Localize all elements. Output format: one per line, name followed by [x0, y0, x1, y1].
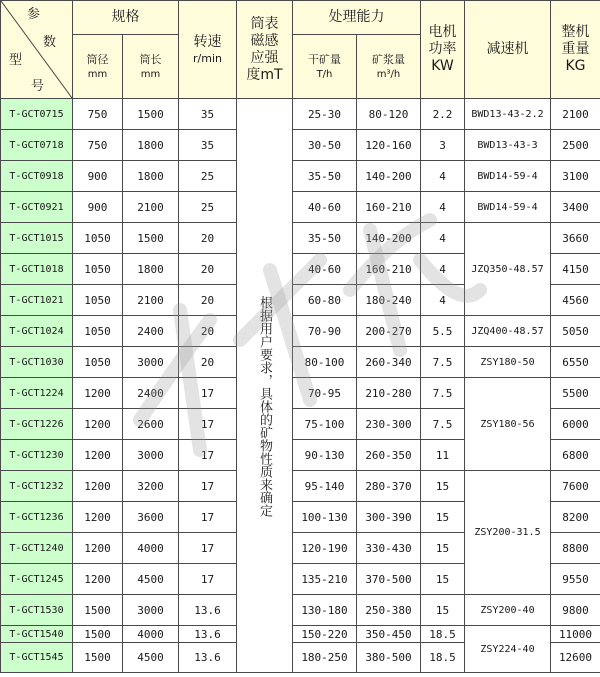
field-label-2: 磁感: [250, 32, 279, 49]
speed-cell: 20: [179, 223, 237, 254]
power-cell: 5.5: [421, 316, 465, 347]
model-cell: T-GCT1226: [1, 409, 73, 440]
length-cell: 1500: [123, 223, 179, 254]
table-row: [1, 192, 600, 223]
power-cell: 15: [421, 564, 465, 595]
model-cell: T-GCT1530: [1, 595, 73, 626]
dry-ore-cell: 30-50: [293, 130, 357, 161]
corner-label-mid: 数: [43, 35, 57, 50]
weight-cell: 3100: [551, 161, 600, 192]
length-cell: 2100: [123, 285, 179, 316]
length-cell: 4500: [123, 643, 179, 673]
dry-ore-cell: 60-80: [293, 285, 357, 316]
speed-cell: 17: [179, 440, 237, 471]
power-cell: 4: [421, 192, 465, 223]
field-strength-header: [237, 1, 293, 99]
diameter-cell: 1050: [73, 347, 123, 378]
dry-ore-cell: 135-210: [293, 564, 357, 595]
slurry-cell: 230-300: [357, 409, 421, 440]
length-cell: 2600: [123, 409, 179, 440]
diameter-cell: 1200: [73, 378, 123, 409]
length-cell: 4000: [123, 626, 179, 643]
dry-ore-cell: 40-60: [293, 254, 357, 285]
speed-cell: 35: [179, 130, 237, 161]
speed-cell: 20: [179, 285, 237, 316]
diameter-cell: 1200: [73, 440, 123, 471]
diameter-cell: 1050: [73, 223, 123, 254]
length-cell: 1800: [123, 130, 179, 161]
weight-cell: 9800: [551, 595, 600, 626]
power-cell: 2.2: [421, 99, 465, 130]
power-cell: 7.5: [421, 347, 465, 378]
reducer-cell: ZSY224-40: [465, 626, 551, 673]
slurry-cell: 330-430: [357, 533, 421, 564]
reducer-cell: JZQ400-48.57: [465, 316, 551, 347]
power-cell: 18.5: [421, 626, 465, 643]
slurry-cell: 280-370: [357, 471, 421, 502]
dry-ore-cell: 150-220: [293, 626, 357, 643]
length-cell: 3600: [123, 502, 179, 533]
speed-cell: 13.6: [179, 626, 237, 643]
speed-cell: 25: [179, 192, 237, 223]
model-cell: T-GCT1545: [1, 643, 73, 673]
table-row: [1, 99, 600, 130]
length-unit: mm: [140, 68, 161, 80]
dry-ore-cell: 120-190: [293, 533, 357, 564]
model-cell: T-GCT1245: [1, 564, 73, 595]
motor-label-3: KW: [431, 58, 454, 74]
speed-header: [179, 1, 237, 99]
corner-label-top: 参: [27, 7, 41, 22]
speed-cell: 17: [179, 378, 237, 409]
length-cell: 2400: [123, 378, 179, 409]
model-cell: T-GCT1030: [1, 347, 73, 378]
slurry-cell: 160-210: [357, 192, 421, 223]
table-row: [1, 130, 600, 161]
diameter-cell: 1050: [73, 285, 123, 316]
model-cell: T-GCT1236: [1, 502, 73, 533]
weight-cell: 2500: [551, 130, 600, 161]
model-cell: T-GCT0918: [1, 161, 73, 192]
corner-label-left: 型: [9, 53, 23, 68]
speed-cell: 25: [179, 161, 237, 192]
slurry-cell: 120-160: [357, 130, 421, 161]
speed-cell: 20: [179, 316, 237, 347]
motor-power-header: [421, 1, 465, 99]
slurry-cell: 250-380: [357, 595, 421, 626]
model-cell: T-GCT1230: [1, 440, 73, 471]
weight-cell: 7600: [551, 471, 600, 502]
slurry-cell: 300-390: [357, 502, 421, 533]
reducer-cell: BWD14-59-4: [465, 161, 551, 192]
table-row: [1, 316, 600, 347]
speed-cell: 17: [179, 533, 237, 564]
field-label-3: 应强: [250, 49, 279, 66]
reducer-cell: BWD13-43-3: [465, 130, 551, 161]
slurry-cell: 160-210: [357, 254, 421, 285]
weight-label-3: KG: [565, 58, 586, 74]
reducer-header: 减速机: [465, 1, 551, 99]
table-row: [1, 595, 600, 626]
field-label-4: 度mT: [246, 66, 283, 83]
diameter-header: [73, 35, 123, 99]
motor-label-1: 电机: [428, 24, 457, 40]
table-row: [1, 471, 600, 502]
diameter-cell: 1200: [73, 502, 123, 533]
dry-ore-cell: 180-250: [293, 643, 357, 673]
dry-ore-cell: 25-30: [293, 99, 357, 130]
slurry-cell: 140-200: [357, 161, 421, 192]
length-cell: 1500: [123, 99, 179, 130]
weight-cell: 8200: [551, 502, 600, 533]
diameter-cell: 1500: [73, 643, 123, 673]
length-cell: 3200: [123, 471, 179, 502]
model-cell: T-GCT1240: [1, 533, 73, 564]
length-cell: 1800: [123, 254, 179, 285]
field-note-text: 根据用户要求，具体的矿物性质来确定: [257, 296, 272, 517]
power-cell: 15: [421, 533, 465, 564]
slurry-header: [357, 35, 421, 99]
table-row: [1, 161, 600, 192]
diameter-cell: 1200: [73, 471, 123, 502]
dry-ore-cell: 90-130: [293, 440, 357, 471]
field-strength-note: [237, 99, 293, 673]
length-label: 筒长: [139, 52, 162, 66]
slurry-cell: 370-500: [357, 564, 421, 595]
speed-cell: 20: [179, 254, 237, 285]
length-cell: 4500: [123, 564, 179, 595]
diameter-cell: 750: [73, 130, 123, 161]
motor-label-2: 功率: [428, 41, 457, 57]
speed-cell: 17: [179, 409, 237, 440]
diameter-cell: 1050: [73, 316, 123, 347]
spec-group-header: 规格: [73, 1, 179, 35]
dry-ore-header: [293, 35, 357, 99]
diameter-cell: 1200: [73, 564, 123, 595]
length-cell: 4000: [123, 533, 179, 564]
weight-cell: 12600: [551, 643, 600, 673]
model-cell: T-GCT0715: [1, 99, 73, 130]
model-cell: T-GCT1021: [1, 285, 73, 316]
table-row: [1, 626, 600, 643]
speed-unit: r/min: [193, 51, 222, 65]
slurry-cell: 260-340: [357, 347, 421, 378]
table-row: [1, 378, 600, 409]
diameter-cell: 1500: [73, 595, 123, 626]
dry-ore-cell: 70-90: [293, 316, 357, 347]
speed-cell: 20: [179, 347, 237, 378]
dry-ore-cell: 75-100: [293, 409, 357, 440]
length-header: [123, 35, 179, 99]
reducer-cell: BWD13-43-2.2: [465, 99, 551, 130]
table-row: [1, 347, 600, 378]
dry-ore-cell: 95-140: [293, 471, 357, 502]
diameter-cell: 900: [73, 192, 123, 223]
slurry-cell: 200-270: [357, 316, 421, 347]
power-cell: 15: [421, 595, 465, 626]
slurry-unit: m³/h: [376, 68, 401, 80]
dry-ore-cell: 40-60: [293, 192, 357, 223]
weight-cell: 6000: [551, 409, 600, 440]
power-cell: 4: [421, 161, 465, 192]
dry-ore-cell: 70-95: [293, 378, 357, 409]
speed-cell: 17: [179, 471, 237, 502]
weight-header: [551, 1, 600, 99]
model-cell: T-GCT1224: [1, 378, 73, 409]
speed-cell: 17: [179, 564, 237, 595]
diameter-cell: 1200: [73, 533, 123, 564]
length-cell: 2100: [123, 192, 179, 223]
weight-cell: 3660: [551, 223, 600, 254]
power-cell: 15: [421, 471, 465, 502]
slurry-cell: 80-120: [357, 99, 421, 130]
field-label-1: 筒表: [250, 15, 279, 32]
weight-cell: 5050: [551, 316, 600, 347]
weight-cell: 3400: [551, 192, 600, 223]
dry-ore-unit: T/h: [316, 68, 333, 80]
weight-label-2: 重量: [561, 41, 590, 57]
diameter-cell: 1200: [73, 409, 123, 440]
power-cell: 4: [421, 254, 465, 285]
speed-cell: 35: [179, 99, 237, 130]
length-cell: 3000: [123, 595, 179, 626]
corner-label-bottom: 号: [31, 79, 45, 94]
weight-cell: 11000: [551, 626, 600, 643]
weight-cell: 4560: [551, 285, 600, 316]
diameter-cell: 900: [73, 161, 123, 192]
model-cell: T-GCT0921: [1, 192, 73, 223]
reducer-cell: BWD14-59-4: [465, 192, 551, 223]
dry-ore-label: 干矿量: [308, 52, 341, 66]
weight-cell: 6550: [551, 347, 600, 378]
diameter-cell: 1500: [73, 626, 123, 643]
slurry-cell: 350-450: [357, 626, 421, 643]
model-cell: T-GCT1024: [1, 316, 73, 347]
dry-ore-cell: 80-100: [293, 347, 357, 378]
dry-ore-cell: 35-50: [293, 223, 357, 254]
table-row: [1, 223, 600, 254]
speed-label: 转速: [193, 33, 222, 50]
slurry-label: 矿浆量: [372, 52, 405, 66]
weight-cell: 4150: [551, 254, 600, 285]
dry-ore-cell: 130-180: [293, 595, 357, 626]
power-cell: 4: [421, 285, 465, 316]
diameter-unit: mm: [87, 68, 108, 80]
capacity-group-header: 处理能力: [293, 1, 421, 35]
speed-cell: 17: [179, 502, 237, 533]
reducer-cell: ZSY180-50: [465, 347, 551, 378]
dry-ore-cell: 100-130: [293, 502, 357, 533]
slurry-cell: 140-200: [357, 223, 421, 254]
reducer-cell: ZSY180-56: [465, 378, 551, 471]
model-cell: T-GCT1232: [1, 471, 73, 502]
power-cell: 7.5: [421, 409, 465, 440]
reducer-cell: ZSY200-40: [465, 595, 551, 626]
weight-cell: 6800: [551, 440, 600, 471]
dry-ore-cell: 35-50: [293, 161, 357, 192]
length-cell: 3000: [123, 440, 179, 471]
reducer-cell: ZSY200-31.5: [465, 471, 551, 595]
power-cell: 7.5: [421, 378, 465, 409]
length-cell: 3000: [123, 347, 179, 378]
power-cell: 15: [421, 502, 465, 533]
diameter-cell: 750: [73, 99, 123, 130]
power-cell: 3: [421, 130, 465, 161]
slurry-cell: 380-500: [357, 643, 421, 673]
diameter-cell: 1050: [73, 254, 123, 285]
length-cell: 2400: [123, 316, 179, 347]
weight-cell: 8800: [551, 533, 600, 564]
power-cell: 18.5: [421, 643, 465, 673]
model-cell: T-GCT0718: [1, 130, 73, 161]
length-cell: 1800: [123, 161, 179, 192]
param-model-corner: [1, 1, 73, 99]
slurry-cell: 180-240: [357, 285, 421, 316]
weight-label-1: 整机: [561, 24, 590, 40]
reducer-cell: JZQ350-48.57: [465, 223, 551, 316]
model-cell: T-GCT1018: [1, 254, 73, 285]
slurry-cell: 260-350: [357, 440, 421, 471]
power-cell: 4: [421, 223, 465, 254]
weight-cell: 9550: [551, 564, 600, 595]
power-cell: 11: [421, 440, 465, 471]
model-cell: T-GCT1015: [1, 223, 73, 254]
speed-cell: 13.6: [179, 595, 237, 626]
weight-cell: 2100: [551, 99, 600, 130]
speed-cell: 13.6: [179, 643, 237, 673]
diameter-label: 筒径: [86, 52, 109, 66]
slurry-cell: 210-280: [357, 378, 421, 409]
model-cell: T-GCT1540: [1, 626, 73, 643]
weight-cell: 5500: [551, 378, 600, 409]
